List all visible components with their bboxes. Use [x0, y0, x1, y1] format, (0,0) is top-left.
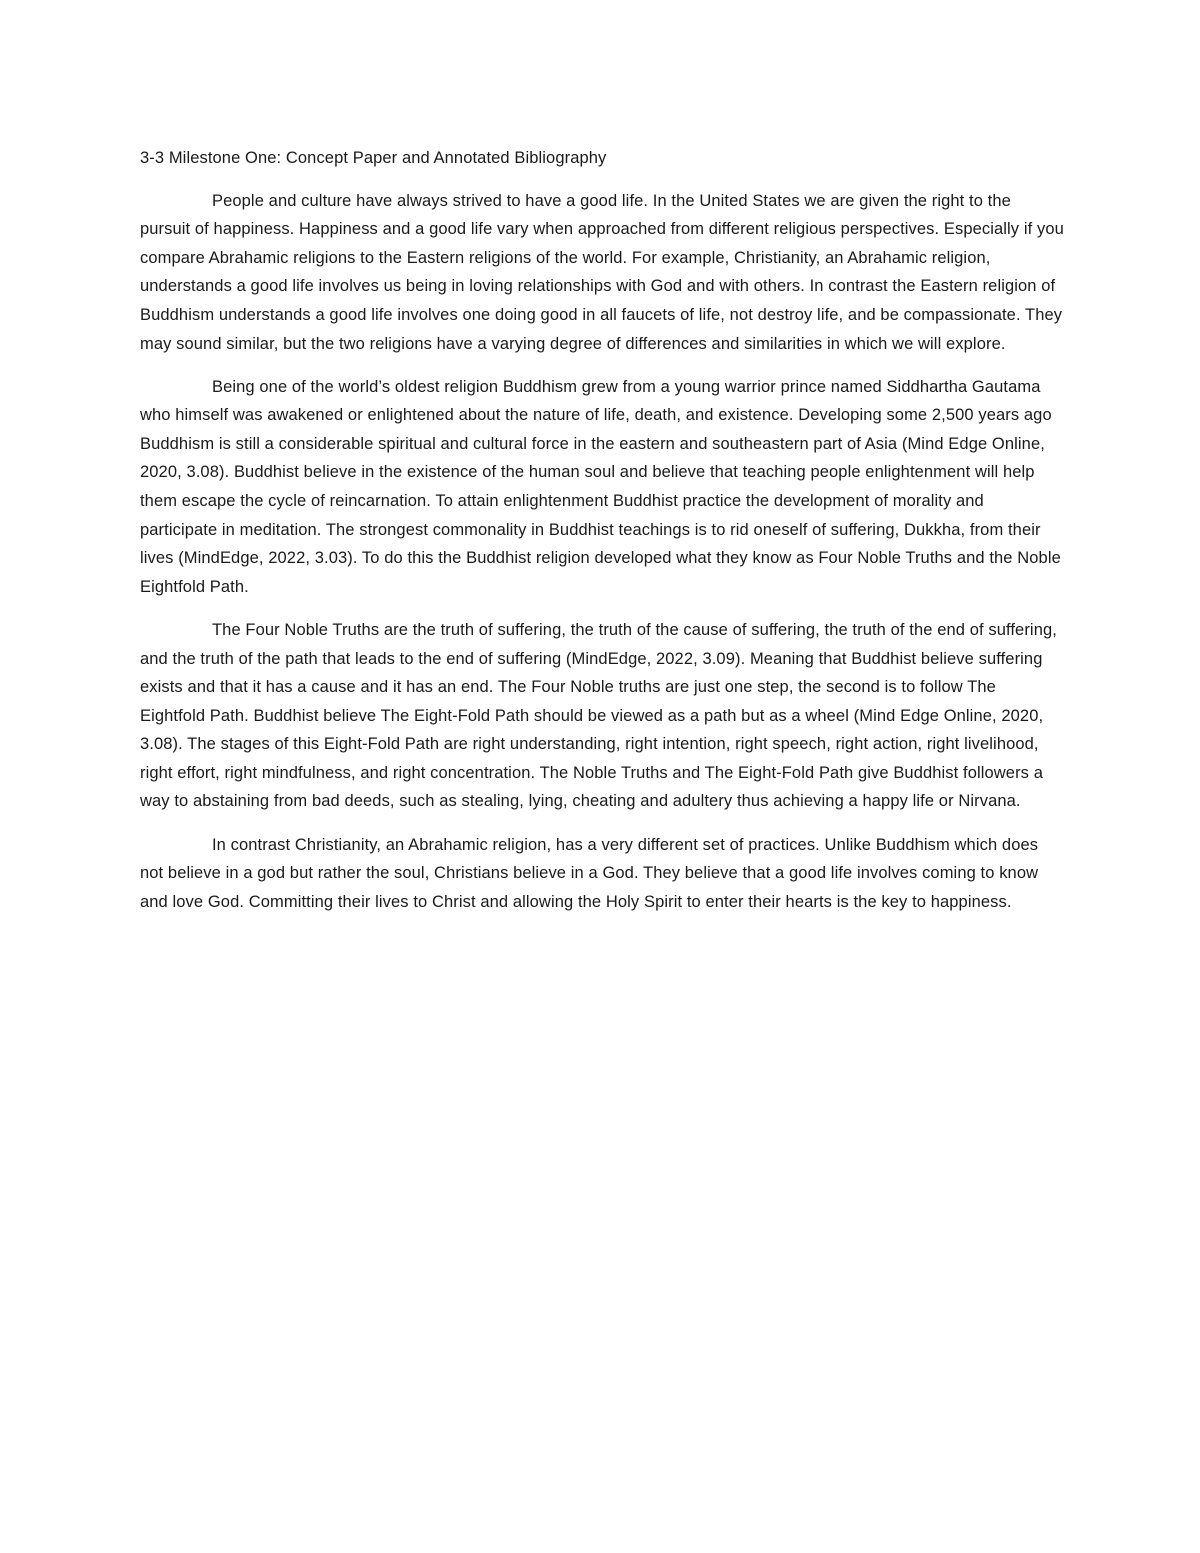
document-title: 3-3 Milestone One: Concept Paper and Annotated Bibliography: [140, 149, 607, 167]
paragraph-intro: People and culture have always strived to have a good life. In the United States we are given the right to the pursuit of happiness. Happiness and a good life vary when approached from different religious perspectives. Especially if you compare Abrahamic religions to the Eastern religions of the world. For example, Christianity, an Abrahamic religion, understands a good life involves us being in loving relationships with God and with others. In contrast the Eastern religion of Buddhism understands a good life involves one doing good in all faucets of life, not destroy life, and be compassionate. They may sound similar, but the two religions have a varying degree of differences and similarities in which we will explore.: [140, 191, 1064, 353]
paragraph-four-noble-truths: The Four Noble Truths are the truth of suffering, the truth of the cause of suffering, the truth of the end of suffering, and the truth of the path that leads to the end of suffering (MindEdge, 2022, 3.09). Meaning that Buddhist believe suffering exists and that it has a cause and it has an end. The Four Noble truths are just one step, the second is to follow The Eightfold Path. Buddhist believe The Eight-Fold Path should be viewed as a path but as a wheel (Mind Edge Online, 2020, 3.08). The stages of this Eight-Fold Path are right understanding, right intention, right speech, right action, right livelihood, right effort, right mindfulness, and right concentration. The Noble Truths and The Eight-Fold Path give Buddhist followers a way to abstaining from bad deeds, such as stealing, lying, cheating and adultery thus achieving a happy life or Nirvana.: [140, 620, 1057, 811]
paragraph-christianity: In contrast Christianity, an Abrahamic religion, has a very different set of practices. Unlike Buddhism which does not believe in a god but rather the soul, Christians believe in a God. They believe that a good life involves coming to know and love God. Committing their lives to Christ and allowing the Holy Spirit to enter their hearts is the key to happiness.: [140, 835, 1039, 911]
paragraph-buddhism-origins: Being one of the world’s oldest religion Buddhism grew from a young warrior prince named Siddhartha Gautama who himself was awakened or enlightened about the nature of life, death, and existence. Developing some 2,500 years ago Buddhism is still a considerable spiritual and cultural force in the eastern and southeastern part of Asia (Mind Edge Online, 2020, 3.08). Buddhist believe in the existence of the human soul and believe that teaching people enlightenment will help them escape the cycle of reincarnation. To attain enlightenment Buddhist practice the development of morality and participate in meditation. The strongest commonality in Buddhist teachings is to rid oneself of suffering, Dukkha, from their lives (MindEdge, 2022, 3.03). To do this the Buddhist religion developed what they know as Four Noble Truths and the Noble Eightfold Path.: [140, 377, 1061, 596]
document-body: [140, 144, 1065, 931]
